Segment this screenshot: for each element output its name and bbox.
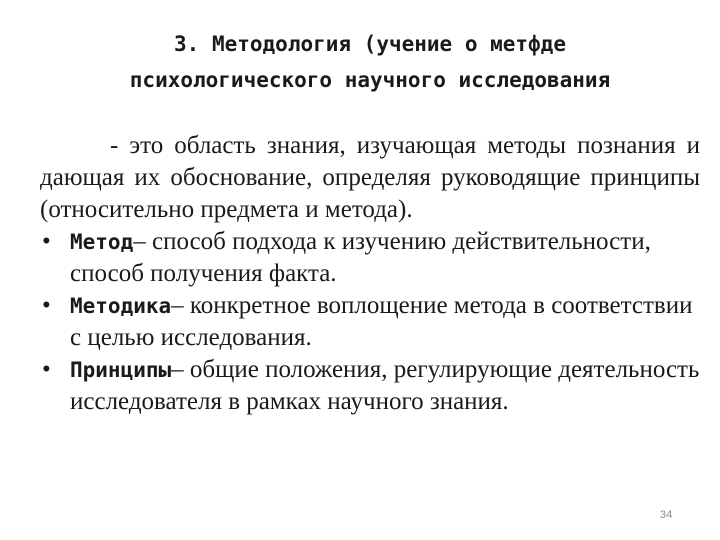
slide-title-line-2: психологического научного исследования xyxy=(129,68,611,92)
definition-technique: – конкретное воплощение метода в соответствии с целью исследования. xyxy=(70,292,693,351)
page-number: 34 xyxy=(660,509,673,521)
definition-text: - это область знания, изучающая методы познания и дающая их обоснование, определяя руководящие принципы (относительно предмета и метода). xyxy=(40,132,700,223)
bullet-item-technique xyxy=(40,290,700,354)
bullet-icon: • xyxy=(42,356,51,383)
term-method: Метод xyxy=(70,230,134,254)
bullet-list xyxy=(40,226,700,418)
bullet-icon: • xyxy=(42,228,51,255)
definition-principles: – общие положения, регулирующие деятельность исследователя в рамках научного знания. xyxy=(70,356,700,415)
slide-body xyxy=(40,130,700,418)
bullet-icon: • xyxy=(42,292,51,319)
slide-title-line-1: 3. Методология (учение о метфде xyxy=(174,32,566,56)
definition-method: – способ подхода к изучению действительности, способ получения факта. xyxy=(70,228,651,287)
bullet-item-method xyxy=(40,226,700,290)
term-principles: Принципы xyxy=(70,358,172,382)
term-technique: Методика xyxy=(70,294,172,318)
slide-title xyxy=(40,26,700,98)
bullet-item-principles xyxy=(40,354,700,418)
definition-paragraph xyxy=(40,130,700,226)
